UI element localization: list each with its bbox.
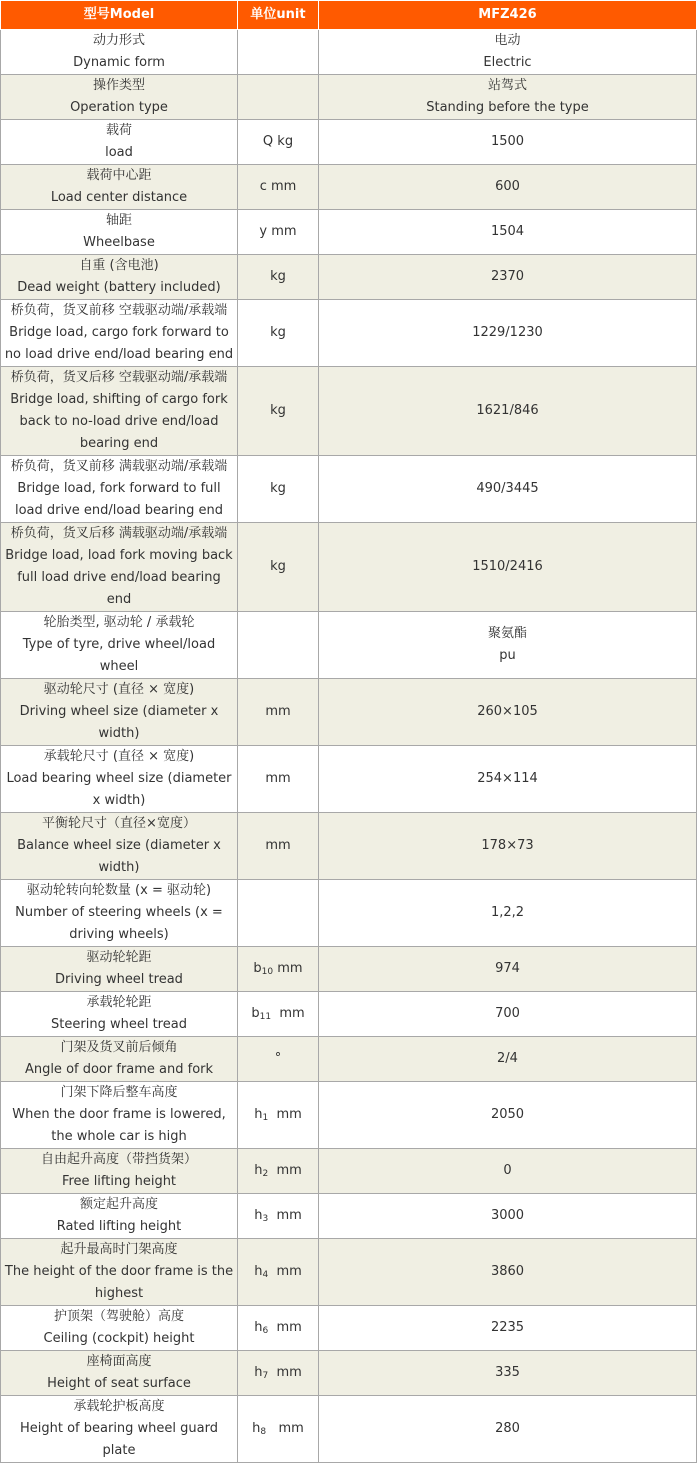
- param-en: Driving wheel tread: [55, 972, 183, 987]
- table-row: [1, 165, 697, 210]
- unit-cell: °: [238, 1037, 319, 1082]
- unit-cell: [238, 947, 319, 992]
- param-cell: [1, 992, 238, 1037]
- table-row: [1, 947, 697, 992]
- unit-cell: [238, 1239, 319, 1306]
- unit-cell: mm: [238, 679, 319, 746]
- unit-subscript: 10: [261, 967, 274, 977]
- value-cell: 178×73: [319, 813, 697, 880]
- param-zh: 轮胎类型, 驱动轮 / 承载轮: [43, 615, 195, 630]
- unit-cell: kg: [238, 255, 319, 300]
- table-row: [1, 1082, 697, 1149]
- unit-suffix: mm: [268, 1365, 302, 1380]
- value-cell: 3860: [319, 1239, 697, 1306]
- param-zh: 自由起升高度（带挡货架）: [40, 1152, 197, 1167]
- param-zh: 桥负荷，货叉前移 满载驱动端/承载端: [10, 459, 228, 474]
- value-zh: 聚氨酯: [487, 626, 527, 641]
- param-en: Driving wheel size (diameter x width): [19, 704, 219, 741]
- param-en: Load bearing wheel size (diameter x width): [6, 771, 232, 808]
- param-cell: [1, 1351, 238, 1396]
- param-cell: [1, 1149, 238, 1194]
- value-cell: 335: [319, 1351, 697, 1396]
- unit-symbol: h: [252, 1421, 261, 1436]
- table-row: [1, 120, 697, 165]
- param-zh: 桥负荷，货叉前移 空载驱动端/承载端: [10, 303, 228, 318]
- param-cell: [1, 456, 238, 523]
- value-cell: 2370: [319, 255, 697, 300]
- table-row: [1, 1239, 697, 1306]
- param-en: Bridge load, shifting of cargo fork back to no-load drive end/load bearing end: [10, 392, 228, 451]
- param-zh: 承载轮尺寸 (直径 × 宽度): [43, 749, 195, 764]
- value-cell: 0: [319, 1149, 697, 1194]
- table-row: [1, 880, 697, 947]
- param-cell: [1, 947, 238, 992]
- unit-cell: mm: [238, 813, 319, 880]
- unit-cell: [238, 1306, 319, 1351]
- unit-symbol: b: [251, 1006, 260, 1021]
- unit-cell: [238, 1149, 319, 1194]
- param-zh: 动力形式: [92, 33, 145, 48]
- table-row: [1, 255, 697, 300]
- unit-subscript: 6: [262, 1326, 269, 1336]
- unit-suffix: mm: [268, 1208, 302, 1223]
- value-cell: [319, 612, 697, 679]
- value-cell: [319, 30, 697, 75]
- unit-cell: [238, 992, 319, 1037]
- unit-symbol: h: [254, 1107, 263, 1122]
- param-en: Height of bearing wheel guard plate: [19, 1421, 218, 1458]
- value-en: Standing before the type: [426, 100, 589, 115]
- table-row: [1, 456, 697, 523]
- value-en: Electric: [483, 55, 532, 70]
- value-cell: 1229/1230: [319, 300, 697, 367]
- param-zh: 驱动轮转向轮数量 (x = 驱动轮): [26, 883, 212, 898]
- table-row: [1, 1306, 697, 1351]
- value-cell: 2235: [319, 1306, 697, 1351]
- unit-symbol: h: [254, 1208, 263, 1223]
- unit-symbol: h: [254, 1163, 263, 1178]
- unit-cell: kg: [238, 523, 319, 612]
- param-cell: [1, 210, 238, 255]
- param-en: Load center distance: [50, 190, 188, 205]
- value-zh: 电动: [494, 33, 521, 48]
- table-row: [1, 210, 697, 255]
- value-cell: 1510/2416: [319, 523, 697, 612]
- unit-cell: [238, 1351, 319, 1396]
- param-zh: 座椅面高度: [86, 1354, 152, 1369]
- param-en: Operation type: [70, 100, 168, 115]
- header-model: 型号Model: [1, 1, 238, 30]
- param-cell: [1, 679, 238, 746]
- param-zh: 护顶架（驾驶舱）高度: [53, 1309, 184, 1324]
- table-row: [1, 75, 697, 120]
- param-zh: 操作类型: [92, 78, 145, 93]
- param-en: Bridge load, cargo fork forward to no load drive end/load bearing end: [4, 325, 234, 362]
- header-unit: 单位unit: [238, 1, 319, 30]
- param-en: Balance wheel size (diameter x width): [17, 838, 221, 875]
- param-cell: [1, 523, 238, 612]
- param-cell: [1, 75, 238, 120]
- value-cell: 1504: [319, 210, 697, 255]
- param-en: Wheelbase: [83, 235, 155, 250]
- param-zh: 承载轮护板高度: [73, 1399, 165, 1414]
- value-cell: 280: [319, 1396, 697, 1463]
- value-cell: 600: [319, 165, 697, 210]
- table-row: [1, 813, 697, 880]
- param-zh: 载荷: [105, 123, 132, 138]
- unit-subscript: 1: [262, 1113, 269, 1123]
- param-en: Rated lifting height: [56, 1219, 182, 1234]
- unit-suffix: mm: [268, 1320, 302, 1335]
- param-zh: 驱动轮尺寸 (直径 × 宽度): [43, 682, 195, 697]
- param-zh: 桥负荷，货叉后移 空载驱动端/承载端: [10, 370, 228, 385]
- param-zh: 门架下降后整车高度: [60, 1085, 178, 1100]
- value-cell: 490/3445: [319, 456, 697, 523]
- table-row: [1, 30, 697, 75]
- param-zh: 承载轮轮距: [86, 995, 152, 1010]
- unit-cell: Q kg: [238, 120, 319, 165]
- param-zh: 桥负荷，货叉后移 满载驱动端/承载端: [10, 526, 228, 541]
- value-cell: 3000: [319, 1194, 697, 1239]
- param-zh: 平衡轮尺寸（直径×宽度）: [42, 816, 196, 831]
- unit-symbol: b: [253, 961, 262, 976]
- unit-subscript: 2: [262, 1169, 269, 1179]
- param-en: Dead weight (battery included): [17, 280, 221, 295]
- table-row: [1, 1037, 697, 1082]
- value-cell: 2/4: [319, 1037, 697, 1082]
- table-row: [1, 1396, 697, 1463]
- unit-subscript: 11: [259, 1012, 272, 1022]
- value-cell: 700: [319, 992, 697, 1037]
- param-zh: 额定起升高度: [79, 1197, 158, 1212]
- table-row: [1, 1351, 697, 1396]
- param-zh: 载荷中心距: [86, 168, 152, 183]
- param-cell: [1, 813, 238, 880]
- unit-suffix: mm: [268, 1163, 302, 1178]
- param-cell: [1, 1082, 238, 1149]
- param-cell: [1, 165, 238, 210]
- unit-cell: y mm: [238, 210, 319, 255]
- unit-cell: kg: [238, 456, 319, 523]
- param-cell: [1, 880, 238, 947]
- param-en: Number of steering wheels (x = driving wheels): [15, 905, 223, 942]
- header-row: [1, 1, 697, 30]
- unit-subscript: 4: [262, 1270, 269, 1280]
- param-en: Steering wheel tread: [51, 1017, 187, 1032]
- value-cell: 254×114: [319, 746, 697, 813]
- header-value: MFZ426: [319, 1, 697, 30]
- table-row: [1, 992, 697, 1037]
- unit-symbol: h: [254, 1320, 263, 1335]
- table-row: [1, 523, 697, 612]
- unit-cell: mm: [238, 746, 319, 813]
- param-cell: [1, 1396, 238, 1463]
- param-cell: [1, 255, 238, 300]
- unit-cell: c mm: [238, 165, 319, 210]
- param-cell: [1, 1194, 238, 1239]
- table-row: [1, 300, 697, 367]
- unit-suffix: mm: [271, 1006, 305, 1021]
- param-en: When the door frame is lowered, the whole car is high: [12, 1107, 226, 1144]
- table-row: [1, 746, 697, 813]
- unit-suffix: mm: [268, 1264, 302, 1279]
- param-cell: [1, 746, 238, 813]
- unit-cell: [238, 75, 319, 120]
- unit-cell: [238, 30, 319, 75]
- value-cell: 260×105: [319, 679, 697, 746]
- param-cell: [1, 1239, 238, 1306]
- param-en: Angle of door frame and fork: [24, 1062, 214, 1077]
- param-zh: 轴距: [105, 213, 132, 228]
- table-row: [1, 367, 697, 456]
- param-en: The height of the door frame is the highest: [4, 1264, 234, 1301]
- param-zh: 驱动轮轮距: [86, 950, 152, 965]
- unit-cell: [238, 1194, 319, 1239]
- unit-cell: kg: [238, 367, 319, 456]
- value-cell: [319, 75, 697, 120]
- unit-suffix: mm: [273, 961, 303, 976]
- value-en: pu: [499, 648, 516, 663]
- unit-cell: [238, 1396, 319, 1463]
- table-row: [1, 1194, 697, 1239]
- param-zh: 门架及货叉前后倾角: [60, 1040, 178, 1055]
- table-row: [1, 612, 697, 679]
- unit-subscript: 3: [262, 1214, 269, 1224]
- unit-cell: [238, 1082, 319, 1149]
- param-cell: [1, 120, 238, 165]
- param-cell: [1, 300, 238, 367]
- table-row: [1, 1149, 697, 1194]
- param-cell: [1, 1306, 238, 1351]
- value-cell: 1,2,2: [319, 880, 697, 947]
- param-en: Bridge load, load fork moving back full load drive end/load bearing end: [5, 548, 233, 607]
- unit-symbol: h: [254, 1365, 263, 1380]
- param-en: Height of seat surface: [47, 1376, 191, 1391]
- value-cell: 974: [319, 947, 697, 992]
- param-en: Type of tyre, drive wheel/load wheel: [22, 637, 216, 674]
- param-cell: [1, 612, 238, 679]
- unit-suffix: mm: [266, 1421, 304, 1436]
- param-en: Free lifting height: [61, 1174, 177, 1189]
- param-en: load: [105, 145, 133, 160]
- unit-cell: kg: [238, 300, 319, 367]
- param-zh: 起升最高时门架高度: [60, 1242, 178, 1257]
- unit-subscript: 7: [262, 1371, 269, 1381]
- param-en: Dynamic form: [73, 55, 165, 70]
- unit-subscript: 8: [260, 1427, 267, 1437]
- param-cell: [1, 1037, 238, 1082]
- unit-cell: [238, 612, 319, 679]
- value-cell: 1500: [319, 120, 697, 165]
- unit-symbol: h: [254, 1264, 263, 1279]
- value-zh: 站驾式: [487, 78, 527, 93]
- unit-cell: [238, 880, 319, 947]
- value-cell: 2050: [319, 1082, 697, 1149]
- unit-suffix: mm: [268, 1107, 302, 1122]
- param-en: Bridge load, fork forward to full load drive end/load bearing end: [14, 481, 224, 518]
- value-cell: 1621/846: [319, 367, 697, 456]
- table-row: [1, 679, 697, 746]
- param-cell: [1, 30, 238, 75]
- param-cell: [1, 367, 238, 456]
- param-en: Ceiling (cockpit) height: [43, 1331, 195, 1346]
- param-zh: 自重 (含电池): [79, 258, 159, 273]
